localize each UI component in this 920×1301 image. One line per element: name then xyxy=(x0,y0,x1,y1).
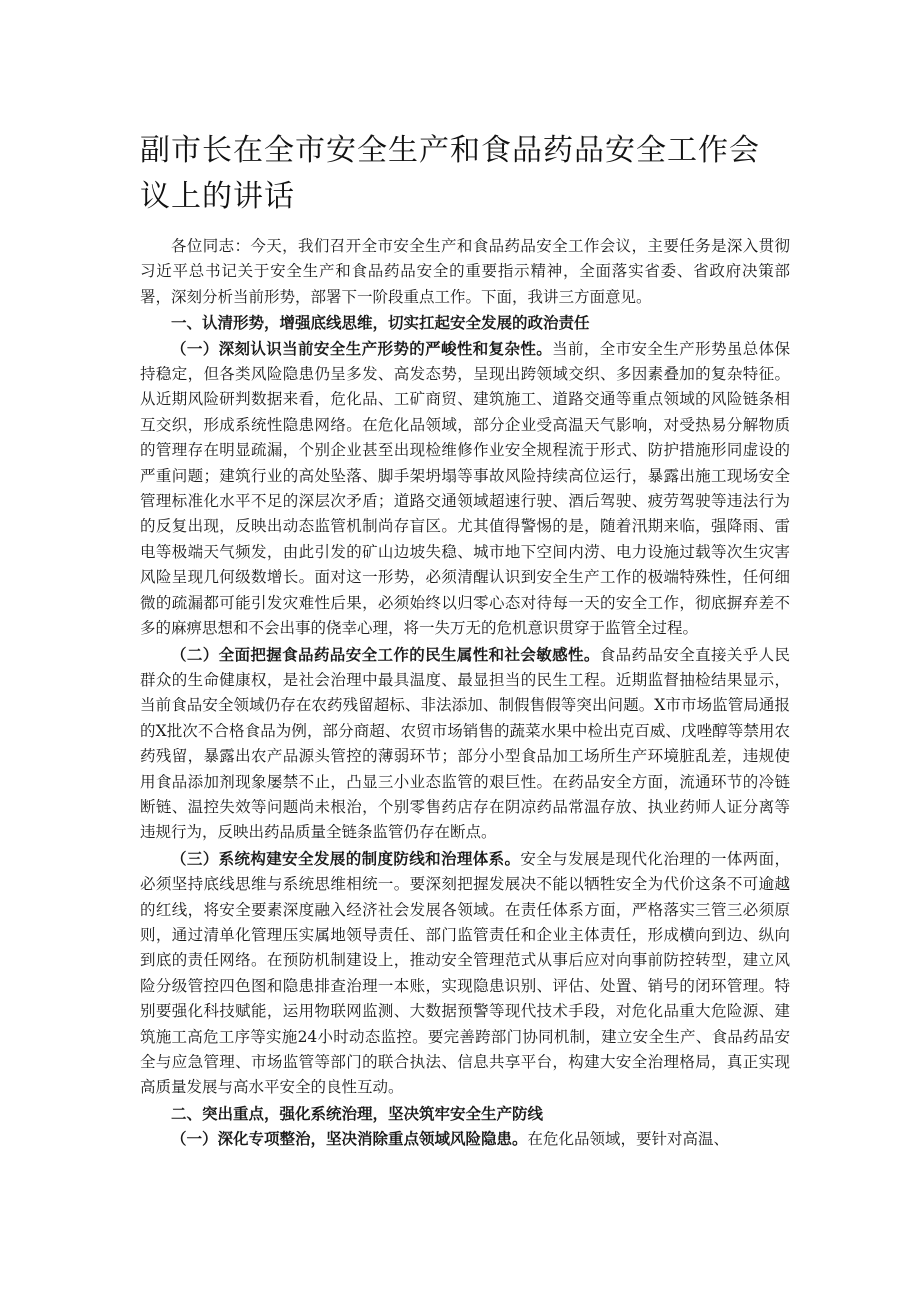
section1-item-1 xyxy=(140,336,790,642)
document-title: 副市长在全市安全生产和食品药品安全工作会议上的讲话 xyxy=(140,133,760,214)
section2-item-1-lead: （一）深化专项整治，坚决消除重点领域风险隐患。 xyxy=(171,1129,528,1149)
section1-item-2-lead: （二）全面把握食品药品安全工作的民生属性和社会敏感性。 xyxy=(171,644,600,664)
section1-heading: 一、认清形势，增强底线思维，切实扛起安全发展的政治责任 xyxy=(171,313,590,333)
section2-heading: 二、突出重点，强化系统治理，坚决筑牢安全生产防线 xyxy=(171,1103,544,1123)
section1-item-2 xyxy=(140,642,790,846)
document-page xyxy=(140,128,790,1153)
section2-item-1-body: 在危化品领域，要针对高温、 xyxy=(527,1130,730,1149)
section1-item-3-lead: （三）系统构建安全发展的制度防线和治理体系。 xyxy=(171,848,521,868)
section1-item-1-lead: （一）深刻认识当前安全生产形势的严峻性和复杂性。 xyxy=(171,338,553,358)
section1-item-3-body: 安全与发展是现代化治理的一体两面，必须坚持底线思维与系统思维相统一。要深刻把握发展决不能以牺牲安全为代价这条不可逾越的红线，将安全要素深度融入经济社会发展各领域。在责任体系方面，严格落实三管三必须原则，通过清单化管理压实属地领导责任、部门监管责任和企业主体责任，形成横向到边、纵向到底的责任网络。在预防机制建设上，推动安全管理范式从事后应对向事前防控转型，建立风险分级管控四色图和隐患排查治理一本账，实现隐患识别、评估、处置、销号的闭环管理。特别要强化科技赋能，运用物联网监测、大数据预警等现代技术手段，对危化品重大危险源、建筑施工高危工序等实施24小时动态监控。要完善跨部门协同机制，建立安全生产、食品药品安全与应急管理、市场监管等部门的联合执法、信息共享平台，构建大安全治理格局，真正实现高质量发展与高水平安全的良性互动。 xyxy=(140,849,790,1097)
section1-item-2-body: 食品药品安全直接关乎人民群众的生命健康权，是社会治理中最具温度、最显担当的民生工程。近期监督抽检结果显示，当前食品安全领域仍存在农药残留超标、非法添加、制假售假等突出问题。X市市场监管局通报的X批次不合格食品为例，部分商超、农贸市场销售的蔬菜水果中检出克百威、戊唑醇等禁用农药残留，暴露出农产品源头管控的薄弱环节；部分小型食品加工场所生产环境脏乱差，违规使用食品添加剂现象屡禁不止，凸显三小业态监管的艰巨性。在药品安全方面，流通环节的冷链断链、温控失效等问题尚未根治，个别零售药店存在阴凉药品常温存放、执业药师人证分离等违规行为，反映出药品质量全链条监管仍存在断点。 xyxy=(140,645,790,842)
section1-item-3 xyxy=(140,846,790,1101)
intro-paragraph: 各位同志：今天，我们召开全市安全生产和食品药品安全工作会议，主要任务是深入贯彻习近平总书记关于安全生产和食品药品安全的重要指示精神，全面落实省委、省政府决策部署，深刻分析当前形势，部署下一阶段重点工作。下面，我讲三方面意见。 xyxy=(140,237,790,306)
section2-item-1 xyxy=(140,1126,790,1152)
section1-item-1-body: 当前，全市安全生产形势虽总体保持稳定，但各类风险隐患仍呈多发、高发态势，呈现出跨领域交织、多因素叠加的复杂特征。从近期风险研判数据来看，危化品、工矿商贸、建筑施工、道路交通等重点领域的风险链条相互交织，形成系统性隐患网络。在危化品领域，部分企业受高温天气影响，对受热易分解物质的管理存在明显疏漏，个别企业甚至出现检维修作业安全规程流于形式、防护措施形同虚设的严重问题；建筑行业的高处坠落、脚手架坍塌等事故风险持续高位运行，暴露出施工现场安全管理标准化水平不足的深层次矛盾；道路交通领域超速行驶、酒后驾驶、疲劳驾驶等违法行为的反复出现，反映出动态监管机制尚存盲区。尤其值得警惕的是，随着汛期来临，强降雨、雷电等极端天气频发，由此引发的矿山边坡失稳、城市地下空间内涝、电力设施过载等次生灾害风险呈现几何级数增长。面对这一形势，必须清醒认识到安全生产工作的极端特殊性，任何细微的疏漏都可能引发灾难性后果，必须始终以归零心态对待每一天的安全工作，彻底摒弃差不多的麻痹思想和不会出事的侥幸心理，将一失万无的危机意识贯穿于监管全过程。 xyxy=(140,339,790,638)
